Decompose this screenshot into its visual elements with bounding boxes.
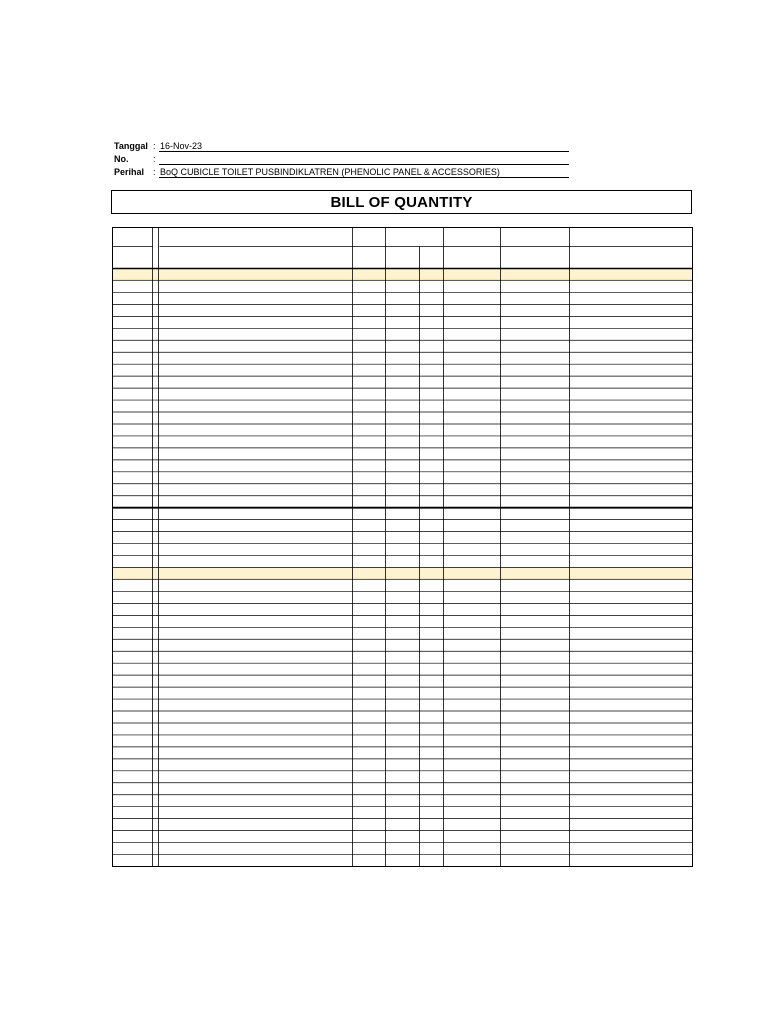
field-colon: :: [153, 141, 156, 151]
field-colon: :: [153, 154, 156, 164]
page-title: BILL OF QUANTITY: [330, 193, 473, 211]
field-label: Perihal: [114, 167, 145, 177]
field-value: BoQ CUBICLE TOILET PUSBINDIKLATREN (PHENOLIC PANEL & ACCESSORIES): [159, 166, 569, 178]
section-row-highlight: [113, 568, 693, 580]
section-row-highlight: [113, 269, 693, 281]
field-value: 16-Nov-23: [159, 140, 569, 152]
field-label: Tanggal: [114, 141, 148, 151]
field-colon: :: [153, 167, 156, 177]
field-label: No.: [114, 154, 129, 164]
